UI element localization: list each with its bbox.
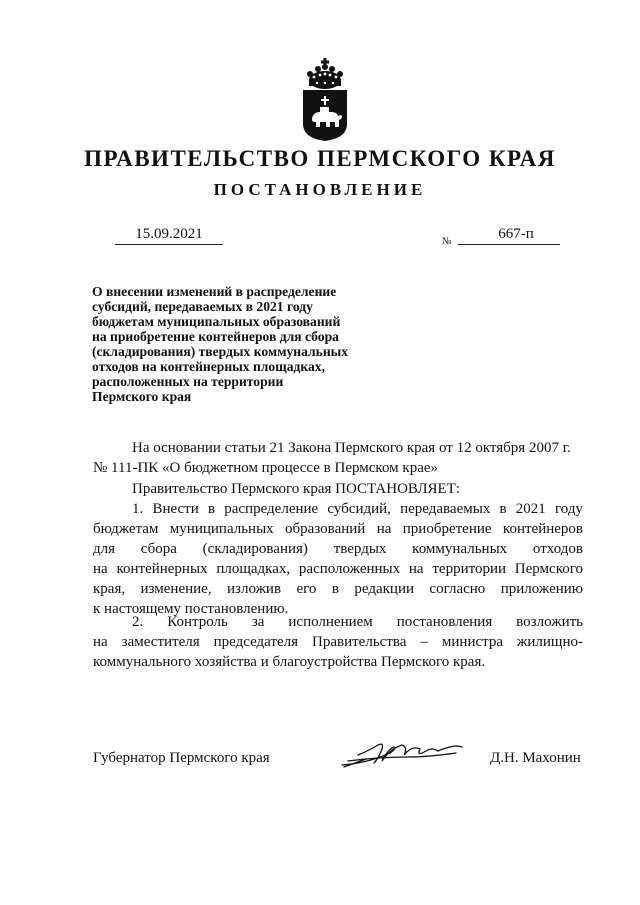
paragraph-line: № 111-ПК «О бюджетном процессе в Пермском крае»	[93, 460, 439, 476]
item-2-paragraph	[93, 612, 583, 672]
paragraph-line: бюджетам муниципальных образований на приобретение контейнеров	[93, 521, 583, 537]
paragraph-line: на контейнерных площадках, расположенных на территории Пермского	[93, 561, 583, 577]
paragraph-line: 2. Контроль за исполнением постановления возложить	[132, 614, 583, 630]
signatory-name: Д.Н. Махонин	[490, 750, 581, 766]
subject-line: (складирования) твердых коммунальных	[92, 344, 349, 359]
document-subject	[92, 284, 392, 404]
paragraph-line: к настоящему постановлению.	[93, 601, 289, 617]
document-type: ПОСТАНОВЛЕНИЕ	[213, 180, 427, 199]
document-number: 667-п	[498, 226, 534, 242]
date-underline	[115, 244, 223, 245]
subject-line: бюджетам муниципальных образований	[92, 314, 341, 329]
paragraph-line: края, изменение, изложив его в редакции согласно приложению	[93, 581, 583, 597]
document-date: 15.09.2021	[135, 226, 203, 242]
resolves-paragraph: Правительство Пермского края ПОСТАНОВЛЯЕТ:	[132, 481, 461, 497]
subject-line: на приобретение контейнеров для сбора	[92, 329, 339, 344]
number-sign: №	[442, 236, 452, 247]
paragraph-line: на заместителя председателя Правительства – министра жилищно-	[93, 634, 583, 650]
subject-line: Пермского края	[92, 389, 192, 404]
coat-of-arms-icon	[300, 58, 350, 142]
paragraph-line: На основании статьи 21 Закона Пермского края от 12 октября 2007 г.	[132, 440, 571, 456]
paragraph-line: для сбора (складирования) твердых коммунальных отходов	[93, 541, 583, 557]
paragraph-line: коммунального хозяйства и благоустройства Пермского края.	[93, 654, 486, 670]
signatory-role: Губернатор Пермского края	[93, 750, 270, 766]
item-1-paragraph	[93, 499, 583, 619]
subject-line: отходов на контейнерных площадках,	[92, 359, 325, 374]
handwritten-signature	[338, 735, 468, 775]
government-title: ПРАВИТЕЛЬСТВО ПЕРМСКОГО КРАЯ	[84, 146, 556, 171]
paragraph-line: 1. Внести в распределение субсидий, передаваемых в 2021 году	[132, 501, 583, 517]
subject-line: субсидий, передаваемых в 2021 году	[92, 299, 313, 314]
number-underline	[458, 244, 560, 245]
subject-line: О внесении изменений в распределение	[92, 284, 337, 299]
basis-paragraph	[93, 438, 583, 478]
subject-line: расположенных на территории	[92, 374, 284, 389]
